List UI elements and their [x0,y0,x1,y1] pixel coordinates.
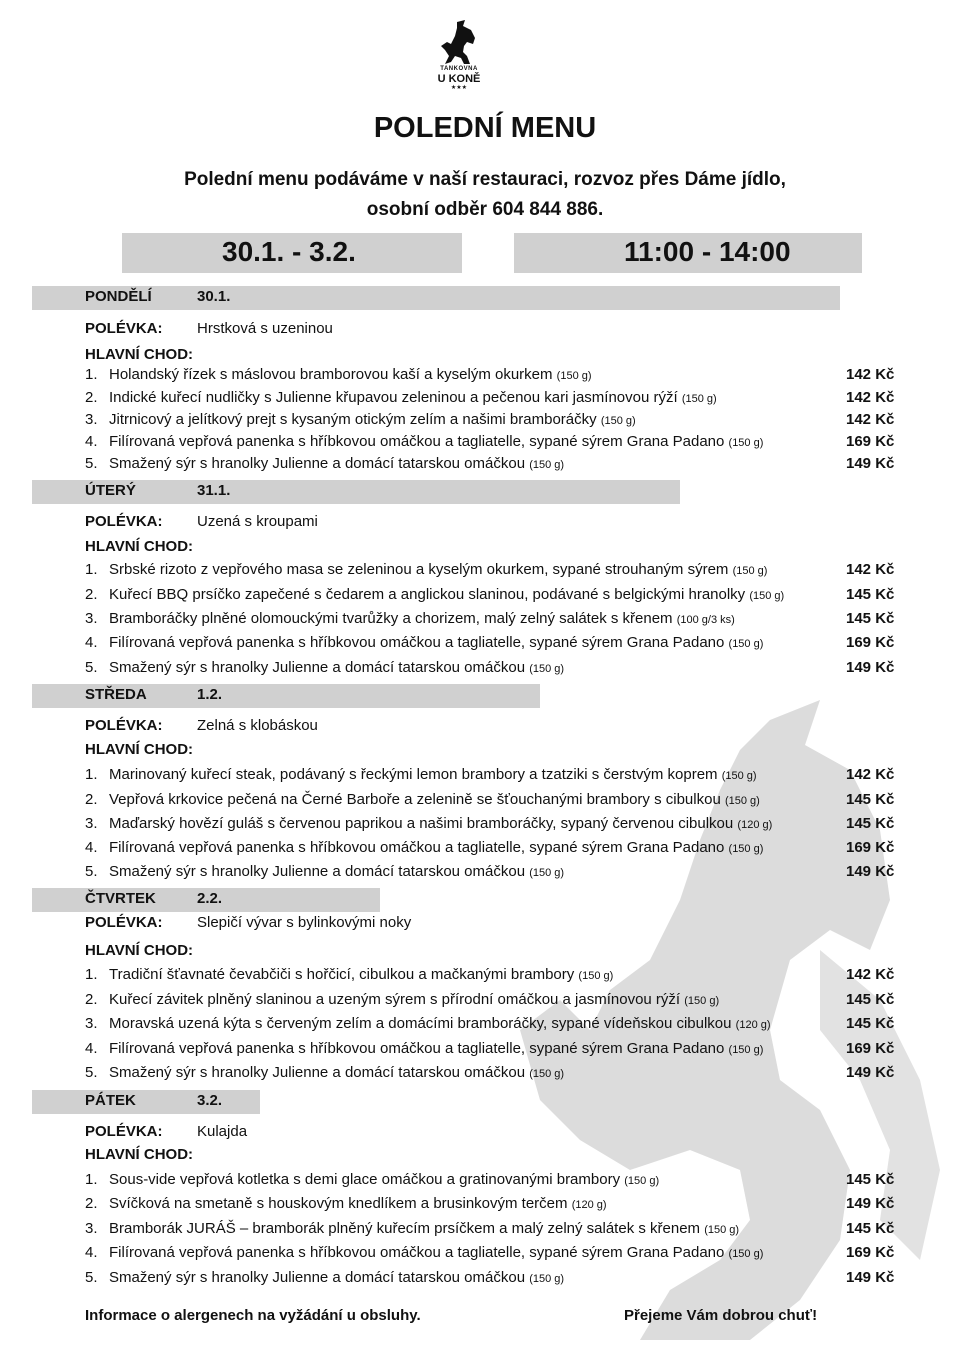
dish-name: Filírovaná vepřová panenka s hříbkovou omáčkou a tagliatelle, sypané sýrem Grana Padano [109,1244,725,1261]
dish-price: 169 Kč [846,1040,895,1057]
dish-price: 145 Kč [846,610,895,627]
dish-item [85,815,845,832]
dish-number: 3. [85,1015,98,1032]
dish-price: 145 Kč [846,815,895,832]
dish-weight: (150 g) [728,843,764,855]
dish-item [85,1269,845,1286]
day-name: STŘEDA [85,686,147,703]
dish-item [85,863,845,880]
dish-number: 1. [85,766,98,783]
day-name: ČTVRTEK [85,890,156,907]
dish-price: 169 Kč [846,1244,895,1261]
time-range: 11:00 - 14:00 [624,236,791,267]
main-course-label: HLAVNÍ CHOD: [85,942,194,959]
logo-top-text: TANKOVNA [440,66,478,72]
dish-weight: (150 g) [529,459,565,471]
dish-weight: (150 g) [749,590,785,602]
dish-item [85,1015,845,1032]
dish-price: 142 Kč [846,389,895,406]
day-date: 30.1. [197,288,231,305]
dish-name: Filírovaná vepřová panenka s hříbkovou omáčkou a tagliatelle, sypané sýrem Grana Padano [109,433,725,450]
restaurant-logo [428,20,490,102]
dish-name: Svíčková na smetaně s houskovým knedlíkem a brusinkovým terčem [109,1195,568,1212]
dish-name: Tradiční šťavnaté čevabčiči s hořčicí, cibulkou a mačkanými brambory [109,966,575,983]
dish-item [85,561,845,578]
dish-weight: (120 g) [737,819,773,831]
dish-price: 145 Kč [846,791,895,808]
dish-item [85,839,845,856]
soup-name: Slepičí vývar s bylinkovými noky [197,914,412,931]
dish-name: Indické kuřecí nudličky s Julienne křupavou zeleninou a pečenou kari jasmínovou rýží [109,389,678,406]
dish-name: Smažený sýr s hranolky Julienne a domácí tatarskou omáčkou [109,863,526,880]
dish-name: Holandský řízek s máslovou bramborovou kaší a kyselým okurkem [109,366,553,383]
dish-number: 3. [85,815,98,832]
dish-item [85,991,845,1008]
dish-number: 5. [85,863,98,880]
dish-item [85,1171,845,1188]
dish-price: 169 Kč [846,433,895,450]
dish-name: Sous-vide vepřová kotletka s demi glace omáčkou a gratinovanými brambory [109,1171,621,1188]
dish-item [85,766,845,783]
dish-name: Filírovaná vepřová panenka s hříbkovou omáčkou a tagliatelle, sypané sýrem Grana Padano [109,1040,725,1057]
dish-price: 169 Kč [846,839,895,856]
dish-item [85,1244,845,1261]
dish-name: Kuřecí BBQ prsíčko zapečené s čedarem a anglickou slaninou, podávané s belgickými hranolky [109,586,746,603]
day-name: PÁTEK [85,1092,136,1109]
dish-price: 145 Kč [846,1220,895,1237]
day-date: 31.1. [197,482,231,499]
dish-item [85,1220,845,1237]
soup-name: Kulajda [197,1123,248,1140]
dish-weight: (150 g) [728,1248,764,1260]
dish-name: Smažený sýr s hranolky Julienne a domácí tatarskou omáčkou [109,1064,526,1081]
dish-name: Filírovaná vepřová panenka s hříbkovou omáčkou a tagliatelle, sypané sýrem Grana Padano [109,839,725,856]
dish-price: 149 Kč [846,1269,895,1286]
dish-item [85,455,845,472]
main-course-label: HLAVNÍ CHOD: [85,346,194,363]
dish-name: Bramborák JURÁŠ – bramborák plněný kuřecím prsíčkem a malý zelný salátek s křenem [109,1220,701,1237]
dish-item [85,586,845,603]
soup-label: POLÉVKA: [85,513,163,530]
dish-item [85,659,845,676]
dish-price: 145 Kč [846,991,895,1008]
dish-price: 142 Kč [846,966,895,983]
dish-name: Jitrnicový a jelítkový prejt s kysaným otickým zelím a našimi bramboráčky [109,411,597,428]
dish-weight: (150 g) [724,795,760,807]
dish-weight: (150 g) [529,1068,565,1080]
dish-number: 1. [85,561,98,578]
dish-weight: (150 g) [529,867,565,879]
dish-weight: (150 g) [529,1273,565,1285]
subtitle-line-1: Polední menu podáváme v naší restauraci, rozvoz přes Dáme jídlo, [184,169,786,190]
dish-weight: (150 g) [721,770,757,782]
dish-item [85,791,845,808]
dish-number: 2. [85,389,98,406]
dish-number: 4. [85,839,98,856]
dish-name: Moravská uzená kýta s červeným zelím a domácími bramboráčky, sypané vídeňskou cibulkou [109,1015,732,1032]
dish-number: 4. [85,1244,98,1261]
dish-item [85,1064,845,1081]
dish-price: 149 Kč [846,1195,895,1212]
dish-number: 5. [85,455,98,472]
dish-price: 142 Kč [846,366,895,383]
dish-item [85,366,845,383]
dish-price: 149 Kč [846,1064,895,1081]
dish-weight: (150 g) [529,663,565,675]
dish-number: 5. [85,1269,98,1286]
dish-weight: (100 g/3 ks) [676,614,735,626]
dish-number: 1. [85,1171,98,1188]
dish-weight: (150 g) [681,393,717,405]
logo-stars: ★★★ [450,85,468,91]
dish-weight: (150 g) [624,1175,660,1187]
dish-name: Marinovaný kuřecí steak, podávaný s řeckými lemon brambory a tzatziki s čerstvým koprem [109,766,718,783]
dish-price: 149 Kč [846,659,895,676]
dish-number: 1. [85,366,98,383]
horse-logo-icon [437,20,481,66]
dish-name: Filírovaná vepřová panenka s hříbkovou omáčkou a tagliatelle, sypané sýrem Grana Padano [109,634,725,651]
dish-price: 142 Kč [846,766,895,783]
date-range: 30.1. - 3.2. [222,236,356,267]
dish-item [85,433,845,450]
soup-name: Zelná s klobáskou [197,717,318,734]
dish-number: 4. [85,634,98,651]
dish-name: Smažený sýr s hranolky Julienne a domácí tatarskou omáčkou [109,455,526,472]
dish-number: 2. [85,1195,98,1212]
day-date: 3.2. [197,1092,223,1109]
dish-weight: (150 g) [728,1044,764,1056]
dish-price: 142 Kč [846,561,895,578]
main-course-label: HLAVNÍ CHOD: [85,538,194,555]
dish-number: 2. [85,586,98,603]
dish-item [85,610,845,627]
soup-label: POLÉVKA: [85,1123,163,1140]
dish-weight: (150 g) [684,995,720,1007]
dish-number: 4. [85,1040,98,1057]
main-course-label: HLAVNÍ CHOD: [85,741,194,758]
day-header-bar [32,1090,260,1114]
day-date: 2.2. [197,890,223,907]
page-title: POLEDNÍ MENU [373,112,597,144]
dish-weight: (120 g) [735,1019,771,1031]
dish-weight: (150 g) [728,638,764,650]
dish-number: 3. [85,1220,98,1237]
dish-item [85,411,845,428]
dish-item [85,966,845,983]
dish-price: 145 Kč [846,1171,895,1188]
dish-number: 5. [85,1064,98,1081]
dish-name: Srbské rizoto z vepřového masa se zeleninou a kyselým okurkem, sypané strouhaným sýrem [109,561,729,578]
dish-name: Maďarský hovězí guláš s červenou paprikou a našimi bramboráčky, sypaný červenou cibulkou [109,815,734,832]
dish-weight: (150 g) [556,370,592,382]
dish-name: Smažený sýr s hranolky Julienne a domácí tatarskou omáčkou [109,659,526,676]
day-name: PONDĚLÍ [85,288,152,305]
dish-number: 1. [85,966,98,983]
dish-item [85,1040,845,1057]
dish-price: 145 Kč [846,1015,895,1032]
day-header-bar [32,286,840,310]
dish-weight: (150 g) [728,437,764,449]
dish-name: Kuřecí závitek plněný slaninou a uzeným sýrem s přírodní omáčkou a jasmínovou rýží [109,991,681,1008]
dish-name: Vepřová krkovice pečená na Černé Barboře a zelenině se šťouchanými brambory s cibulkou [109,791,721,808]
dish-weight: (150 g) [600,415,636,427]
dish-weight: (150 g) [578,970,614,982]
closing-wish: Přejeme Vám dobrou chuť! [624,1307,818,1324]
dish-number: 2. [85,991,98,1008]
subtitle-line-2: osobní odběr 604 844 886. [366,199,604,220]
dish-price: 169 Kč [846,634,895,651]
day-name: ÚTERÝ [85,482,136,499]
dish-weight: (150 g) [704,1224,740,1236]
soup-name: Hrstková s uzeninou [197,320,333,337]
soup-name: Uzená s kroupami [197,513,318,530]
soup-label: POLÉVKA: [85,914,163,931]
dish-number: 2. [85,791,98,808]
dish-price: 142 Kč [846,411,895,428]
main-course-label: HLAVNÍ CHOD: [85,1146,194,1163]
dish-price: 149 Kč [846,863,895,880]
dish-number: 4. [85,433,98,450]
dish-name: Smažený sýr s hranolky Julienne a domácí tatarskou omáčkou [109,1269,526,1286]
dish-item [85,1195,845,1212]
soup-label: POLÉVKA: [85,320,163,337]
dish-item [85,389,845,406]
allergen-note: Informace o alergenech na vyžádání u obsluhy. [85,1307,421,1324]
dish-name: Bramboráčky plněné olomouckými tvarůžky a chorizem, malý zelný salátek s křenem [109,610,673,627]
dish-weight: (150 g) [732,565,768,577]
dish-number: 3. [85,411,98,428]
dish-weight: (120 g) [571,1199,607,1211]
dish-item [85,634,845,651]
dish-number: 3. [85,610,98,627]
day-date: 1.2. [197,686,223,703]
dish-price: 149 Kč [846,455,895,472]
page-subtitle [0,165,970,225]
soup-label: POLÉVKA: [85,717,163,734]
logo-name: U KONĚ [437,73,481,85]
dish-price: 145 Kč [846,586,895,603]
dish-number: 5. [85,659,98,676]
